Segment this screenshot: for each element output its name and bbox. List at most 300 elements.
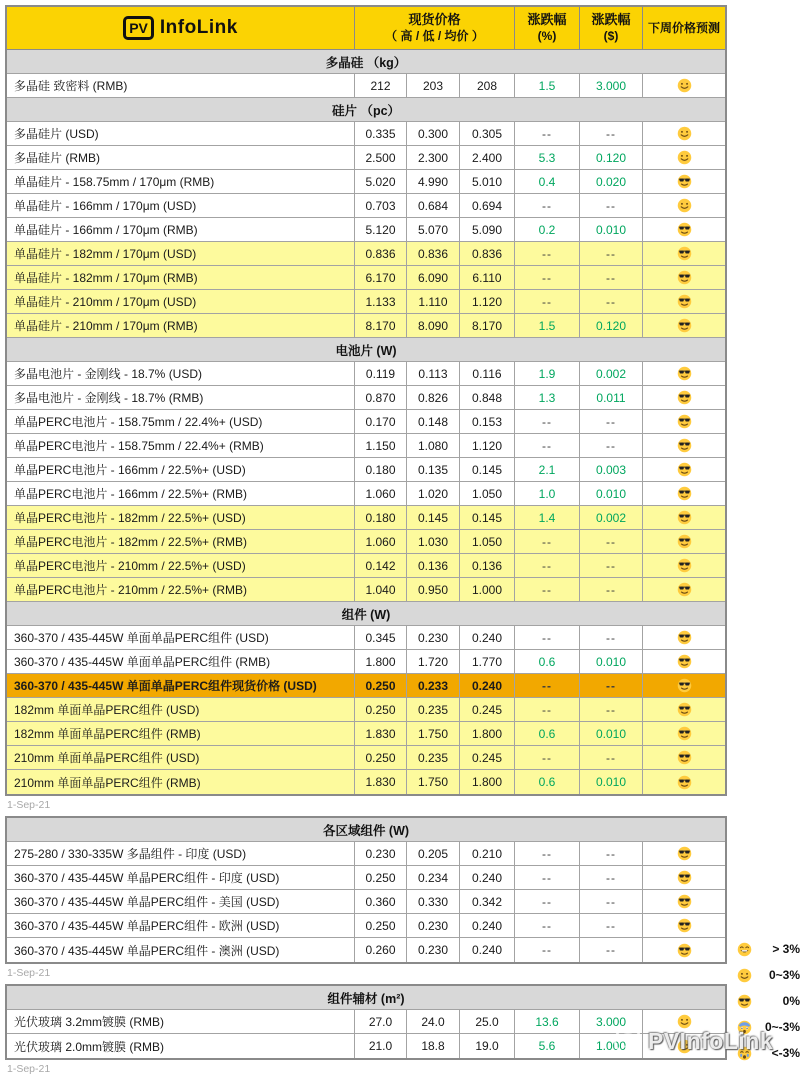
table-row xyxy=(7,386,725,410)
price-high-cell: 0.260 xyxy=(355,938,407,962)
table-row xyxy=(7,362,725,386)
cool-emoji-icon xyxy=(677,246,692,261)
cool-emoji-icon xyxy=(677,222,692,237)
price-avg-cell: 0.848 xyxy=(460,386,515,409)
cool-emoji-icon xyxy=(677,943,692,958)
change-abs-cell: -- xyxy=(580,266,643,289)
price-avg-cell: 2.400 xyxy=(460,146,515,169)
table-row xyxy=(7,410,725,434)
legend-label: <-3% xyxy=(771,1046,800,1060)
forecast-cell xyxy=(643,242,725,265)
table-row xyxy=(7,458,725,482)
smile-emoji-icon xyxy=(677,150,692,165)
product-label: 单晶PERC电池片 - 182mm / 22.5%+ (RMB) xyxy=(7,530,355,553)
price-avg-cell: 25.0 xyxy=(460,1010,515,1033)
price-low-cell: 0.300 xyxy=(407,122,460,145)
price-high-cell: 1.830 xyxy=(355,722,407,745)
table-row xyxy=(7,722,725,746)
smile-emoji-icon xyxy=(677,1039,692,1054)
product-label: 单晶硅片 - 182mm / 170μm (USD) xyxy=(7,242,355,265)
change-pct-cell: 2.1 xyxy=(515,458,580,481)
product-label: 单晶PERC电池片 - 166mm / 22.5%+ (RMB) xyxy=(7,482,355,505)
forecast-cell xyxy=(643,914,725,937)
price-avg-cell: 1.120 xyxy=(460,434,515,457)
price-high-cell: 0.142 xyxy=(355,554,407,577)
price-low-cell: 1.110 xyxy=(407,290,460,313)
cool-emoji-icon xyxy=(677,750,692,765)
forecast-cell xyxy=(643,194,725,217)
cool-emoji-icon xyxy=(677,678,692,693)
price-avg-cell: 208 xyxy=(460,74,515,97)
legend-label: 0~-3% xyxy=(764,1020,800,1034)
section-header xyxy=(7,602,725,626)
cool-emoji-icon xyxy=(677,510,692,525)
product-label: 360-370 / 435-445W 单晶PERC组件 - 澳洲 (USD) xyxy=(7,938,355,962)
price-avg-cell: 1.770 xyxy=(460,650,515,673)
smile-emoji-icon xyxy=(677,198,692,213)
table-row xyxy=(7,746,725,770)
forecast-cell xyxy=(643,674,725,697)
table-row xyxy=(7,290,725,314)
price-avg-cell: 0.245 xyxy=(460,746,515,769)
product-label: 360-370 / 435-445W 单晶PERC组件 - 欧洲 (USD) xyxy=(7,914,355,937)
change-pct-cell: -- xyxy=(515,194,580,217)
change-abs-cell: -- xyxy=(580,194,643,217)
change-abs-cell: -- xyxy=(580,890,643,913)
price-low-cell: 1.080 xyxy=(407,434,460,457)
cool-emoji-icon xyxy=(677,846,692,861)
table-row xyxy=(7,74,725,98)
price-avg-cell: 0.836 xyxy=(460,242,515,265)
change-pct-cell: -- xyxy=(515,434,580,457)
product-label: 210mm 单面单晶PERC组件 (USD) xyxy=(7,746,355,769)
fear-emoji-icon xyxy=(737,1020,752,1035)
price-high-cell: 1.150 xyxy=(355,434,407,457)
price-high-cell: 0.836 xyxy=(355,242,407,265)
price-high-cell: 0.180 xyxy=(355,458,407,481)
change-abs-cell: 0.002 xyxy=(580,362,643,385)
product-label: 单晶PERC电池片 - 210mm / 22.5%+ (RMB) xyxy=(7,578,355,601)
change-abs-cell: -- xyxy=(580,530,643,553)
price-high-cell: 0.345 xyxy=(355,626,407,649)
change-pct-cell: -- xyxy=(515,914,580,937)
price-high-cell: 0.250 xyxy=(355,866,407,889)
forecast-cell xyxy=(643,554,725,577)
smile-emoji-icon xyxy=(737,968,752,983)
change-abs-title: 涨跌幅 xyxy=(591,12,631,28)
change-pct-cell: -- xyxy=(515,122,580,145)
change-pct-cell: 1.0 xyxy=(515,482,580,505)
price-avg-cell: 1.050 xyxy=(460,482,515,505)
price-avg-cell: 1.000 xyxy=(460,578,515,601)
product-label: 多晶硅片 (RMB) xyxy=(7,146,355,169)
price-high-cell: 0.250 xyxy=(355,914,407,937)
cool-emoji-icon xyxy=(677,775,692,790)
price-avg-cell: 0.153 xyxy=(460,410,515,433)
price-high-cell: 27.0 xyxy=(355,1010,407,1033)
change-pct-cell: -- xyxy=(515,746,580,769)
price-avg-cell: 0.342 xyxy=(460,890,515,913)
change-pct-cell: -- xyxy=(515,866,580,889)
price-high-cell: 1.133 xyxy=(355,290,407,313)
product-label: 单晶PERC电池片 - 210mm / 22.5%+ (USD) xyxy=(7,554,355,577)
forecast-cell xyxy=(643,650,725,673)
price-tables-column xyxy=(5,5,731,1080)
date-label-3: 1-Sep-21 xyxy=(7,1063,51,1075)
change-abs-cell: -- xyxy=(580,122,643,145)
price-low-cell: 0.235 xyxy=(407,698,460,721)
cool-emoji-icon xyxy=(677,318,692,333)
section-title: 电池片 (W) xyxy=(335,343,397,358)
change-abs-cell: 0.010 xyxy=(580,482,643,505)
table-row xyxy=(7,194,725,218)
forecast-cell xyxy=(643,842,725,865)
cool-emoji-icon xyxy=(677,654,692,669)
table-row xyxy=(7,434,725,458)
cool-emoji-icon xyxy=(677,270,692,285)
table-row xyxy=(7,122,725,146)
product-label: 360-370 / 435-445W 单面单晶PERC组件 (USD) xyxy=(7,626,355,649)
change-pct-cell: -- xyxy=(515,626,580,649)
change-pct-cell: 0.6 xyxy=(515,650,580,673)
cool-emoji-icon xyxy=(677,462,692,477)
change-pct-cell: 5.3 xyxy=(515,146,580,169)
price-avg-cell: 0.305 xyxy=(460,122,515,145)
change-pct-cell: -- xyxy=(515,890,580,913)
price-high-cell: 1.060 xyxy=(355,530,407,553)
forecast-cell xyxy=(643,314,725,337)
change-abs-cell: 0.020 xyxy=(580,170,643,193)
cool-emoji-icon xyxy=(677,894,692,909)
table-row xyxy=(7,482,725,506)
forecast-cell xyxy=(643,866,725,889)
price-low-cell: 6.090 xyxy=(407,266,460,289)
change-pct-cell: 1.9 xyxy=(515,362,580,385)
change-abs-cell: -- xyxy=(580,434,643,457)
change-pct-cell: -- xyxy=(515,266,580,289)
cool-emoji-icon xyxy=(677,366,692,381)
cool-emoji-icon xyxy=(677,702,692,717)
change-abs-cell: -- xyxy=(580,410,643,433)
sob-emoji-icon xyxy=(737,1046,752,1061)
forecast-cell xyxy=(643,722,725,745)
spot-price-title: 现货价格 xyxy=(408,12,461,28)
change-abs-cell: 0.011 xyxy=(580,386,643,409)
price-avg-cell: 0.240 xyxy=(460,914,515,937)
change-abs-cell: -- xyxy=(580,746,643,769)
forecast-cell xyxy=(643,410,725,433)
price-high-cell: 0.250 xyxy=(355,698,407,721)
price-high-cell: 0.180 xyxy=(355,506,407,529)
change-abs-cell: -- xyxy=(580,698,643,721)
price-avg-cell: 0.145 xyxy=(460,458,515,481)
change-abs-header xyxy=(580,7,643,49)
section-header xyxy=(7,50,725,74)
table-row xyxy=(7,530,725,554)
price-low-cell: 1.750 xyxy=(407,770,460,794)
change-abs-cell: -- xyxy=(580,842,643,865)
product-label: 360-370 / 435-445W 单晶PERC组件 - 美国 (USD) xyxy=(7,890,355,913)
materials-table-body xyxy=(7,986,725,1058)
legend-label: 0% xyxy=(782,994,800,1008)
cool-emoji-icon xyxy=(677,630,692,645)
spot-price-subtitle: （ 高 / 低 / 均价 ） xyxy=(385,28,484,43)
product-label: 单晶硅片 - 210mm / 170μm (USD) xyxy=(7,290,355,313)
table-row xyxy=(7,170,725,194)
change-pct-cell: 1.5 xyxy=(515,74,580,97)
section-title: 组件 (W) xyxy=(341,607,391,622)
cool-emoji-icon xyxy=(677,558,692,573)
price-low-cell: 0.836 xyxy=(407,242,460,265)
price-avg-cell: 0.240 xyxy=(460,866,515,889)
change-abs-cell: -- xyxy=(580,554,643,577)
spot-price-header xyxy=(355,7,515,49)
cool-emoji-icon xyxy=(677,438,692,453)
price-low-cell: 4.990 xyxy=(407,170,460,193)
date-label-1: 1-Sep-21 xyxy=(7,799,51,811)
product-label: 单晶PERC电池片 - 182mm / 22.5%+ (USD) xyxy=(7,506,355,529)
change-abs-cell: 0.002 xyxy=(580,506,643,529)
change-pct-cell: -- xyxy=(515,242,580,265)
section-header xyxy=(7,818,725,842)
main-table-body xyxy=(7,50,725,794)
change-abs-cell: 0.003 xyxy=(580,458,643,481)
price-high-cell: 0.230 xyxy=(355,842,407,865)
smile-emoji-icon xyxy=(677,1014,692,1029)
cool-emoji-icon xyxy=(677,870,692,885)
price-high-cell: 21.0 xyxy=(355,1034,407,1058)
table-row xyxy=(7,890,725,914)
forecast-cell xyxy=(643,938,725,962)
change-pct-cell: 0.2 xyxy=(515,218,580,241)
price-avg-cell: 1.050 xyxy=(460,530,515,553)
price-low-cell: 1.020 xyxy=(407,482,460,505)
module-materials-table xyxy=(5,984,727,1060)
smile-emoji-icon xyxy=(677,126,692,141)
product-label: 单晶硅片 - 182mm / 170μm (RMB) xyxy=(7,266,355,289)
change-abs-cell: 0.010 xyxy=(580,218,643,241)
product-label: 多晶硅片 (USD) xyxy=(7,122,355,145)
price-low-cell: 0.148 xyxy=(407,410,460,433)
change-abs-cell: 3.000 xyxy=(580,1010,643,1033)
legend-item xyxy=(731,1014,802,1040)
product-label: 多晶电池片 - 金刚线 - 18.7% (USD) xyxy=(7,362,355,385)
cool-emoji-icon xyxy=(737,994,752,1009)
forecast-cell xyxy=(643,290,725,313)
forecast-cell xyxy=(643,218,725,241)
forecast-cell xyxy=(643,434,725,457)
change-pct-cell: -- xyxy=(515,290,580,313)
table-row xyxy=(7,242,725,266)
change-pct-cell: -- xyxy=(515,674,580,697)
cool-emoji-icon xyxy=(677,390,692,405)
change-pct-unit: (%) xyxy=(537,28,557,43)
price-high-cell: 1.040 xyxy=(355,578,407,601)
price-low-cell: 18.8 xyxy=(407,1034,460,1058)
section-title: 多晶硅 （kg） xyxy=(325,55,407,70)
price-high-cell: 0.170 xyxy=(355,410,407,433)
product-label: 多晶电池片 - 金刚线 - 18.7% (RMB) xyxy=(7,386,355,409)
product-label: 单晶硅片 - 210mm / 170μm (RMB) xyxy=(7,314,355,337)
change-pct-cell: -- xyxy=(515,578,580,601)
table-row xyxy=(7,314,725,338)
table-row xyxy=(7,674,725,698)
pv-logo-icon: PV xyxy=(123,16,154,40)
price-avg-cell: 0.240 xyxy=(460,626,515,649)
price-high-cell: 2.500 xyxy=(355,146,407,169)
change-pct-cell: 1.5 xyxy=(515,314,580,337)
price-high-cell: 0.360 xyxy=(355,890,407,913)
cool-emoji-icon xyxy=(677,294,692,309)
legend-item xyxy=(731,1040,802,1066)
product-label: 单晶PERC电池片 - 158.75mm / 22.4%+ (USD) xyxy=(7,410,355,433)
price-avg-cell: 5.090 xyxy=(460,218,515,241)
product-label: 单晶PERC电池片 - 158.75mm / 22.4%+ (RMB) xyxy=(7,434,355,457)
table-row xyxy=(7,506,725,530)
price-low-cell: 5.070 xyxy=(407,218,460,241)
price-avg-cell: 1.800 xyxy=(460,722,515,745)
forecast-header xyxy=(643,7,725,49)
price-avg-cell: 0.136 xyxy=(460,554,515,577)
product-label: 单晶PERC电池片 - 166mm / 22.5%+ (USD) xyxy=(7,458,355,481)
regional-table-body xyxy=(7,818,725,962)
table-row xyxy=(7,1034,725,1058)
change-pct-cell: 1.3 xyxy=(515,386,580,409)
forecast-legend xyxy=(731,936,802,1066)
table-row xyxy=(7,626,725,650)
forecast-cell xyxy=(643,698,725,721)
section-title: 硅片 （pc） xyxy=(331,103,401,118)
product-label: 多晶硅 致密料 (RMB) xyxy=(7,74,355,97)
legend-item xyxy=(731,988,802,1014)
forecast-cell xyxy=(643,362,725,385)
price-low-cell: 0.145 xyxy=(407,506,460,529)
change-abs-cell: 0.120 xyxy=(580,146,643,169)
price-low-cell: 1.750 xyxy=(407,722,460,745)
cool-emoji-icon xyxy=(677,726,692,741)
price-low-cell: 0.684 xyxy=(407,194,460,217)
change-pct-cell: -- xyxy=(515,842,580,865)
table-row xyxy=(7,650,725,674)
section-title: 组件辅材 (m²) xyxy=(327,991,405,1006)
change-pct-cell: 0.4 xyxy=(515,170,580,193)
price-high-cell: 8.170 xyxy=(355,314,407,337)
product-label: 360-370 / 435-445W 单面单晶PERC组件现货价格 (USD) xyxy=(7,674,355,697)
section-header xyxy=(7,986,725,1010)
price-low-cell: 24.0 xyxy=(407,1010,460,1033)
price-avg-cell: 1.800 xyxy=(460,770,515,794)
price-avg-cell: 0.145 xyxy=(460,506,515,529)
change-pct-cell: 0.6 xyxy=(515,770,580,794)
cool-emoji-icon xyxy=(677,174,692,189)
change-pct-header xyxy=(515,7,580,49)
product-label: 360-370 / 435-445W 单晶PERC组件 - 印度 (USD) xyxy=(7,866,355,889)
watermark-text: PVInfoLink xyxy=(648,1027,774,1054)
change-pct-cell: -- xyxy=(515,410,580,433)
forecast-title: 下周价格预测 xyxy=(647,20,720,35)
product-label: 光伏玻璃 3.2mm镀膜 (RMB) xyxy=(7,1010,355,1033)
date-label-2: 1-Sep-21 xyxy=(7,967,51,979)
cool-emoji-icon xyxy=(677,414,692,429)
change-abs-cell: 0.010 xyxy=(580,650,643,673)
price-high-cell: 0.703 xyxy=(355,194,407,217)
change-pct-cell: 5.6 xyxy=(515,1034,580,1058)
change-pct-title: 涨跌幅 xyxy=(527,12,567,28)
forecast-cell xyxy=(643,386,725,409)
product-label: 210mm 单面单晶PERC组件 (RMB) xyxy=(7,770,355,794)
cool-emoji-icon xyxy=(677,582,692,597)
price-low-cell: 0.135 xyxy=(407,458,460,481)
table-row xyxy=(7,554,725,578)
smile-emoji-icon xyxy=(677,78,692,93)
table-row xyxy=(7,938,725,962)
regional-modules-table xyxy=(5,816,727,964)
forecast-cell xyxy=(643,626,725,649)
price-low-cell: 0.330 xyxy=(407,890,460,913)
cool-emoji-icon xyxy=(677,918,692,933)
forecast-cell xyxy=(643,506,725,529)
forecast-cell xyxy=(643,458,725,481)
change-abs-cell: 1.000 xyxy=(580,1034,643,1058)
change-abs-cell: 0.010 xyxy=(580,770,643,794)
legend-item xyxy=(731,962,802,988)
forecast-cell xyxy=(643,770,725,794)
change-abs-cell: -- xyxy=(580,290,643,313)
grin-emoji-icon xyxy=(737,942,752,957)
price-low-cell: 0.233 xyxy=(407,674,460,697)
price-high-cell: 0.335 xyxy=(355,122,407,145)
price-low-cell: 2.300 xyxy=(407,146,460,169)
price-high-cell: 1.800 xyxy=(355,650,407,673)
forecast-cell xyxy=(643,482,725,505)
logo-cell xyxy=(7,7,355,49)
price-low-cell: 0.230 xyxy=(407,938,460,962)
change-pct-cell: 1.4 xyxy=(515,506,580,529)
change-pct-cell: -- xyxy=(515,530,580,553)
price-avg-cell: 0.240 xyxy=(460,938,515,962)
price-avg-cell: 19.0 xyxy=(460,1034,515,1058)
product-label: 182mm 单面单晶PERC组件 (USD) xyxy=(7,698,355,721)
price-low-cell: 1.720 xyxy=(407,650,460,673)
forecast-cell xyxy=(643,266,725,289)
price-high-cell: 0.250 xyxy=(355,746,407,769)
table-row xyxy=(7,866,725,890)
price-avg-cell: 0.210 xyxy=(460,842,515,865)
table-row xyxy=(7,770,725,794)
forecast-cell xyxy=(643,746,725,769)
cool-emoji-icon xyxy=(677,486,692,501)
table-row xyxy=(7,578,725,602)
change-abs-cell: -- xyxy=(580,938,643,962)
product-label: 光伏玻璃 2.0mm镀膜 (RMB) xyxy=(7,1034,355,1058)
change-abs-cell: -- xyxy=(580,626,643,649)
product-label: 275-280 / 330-335W 多晶组件 - 印度 (USD) xyxy=(7,842,355,865)
price-avg-cell: 0.116 xyxy=(460,362,515,385)
price-high-cell: 0.119 xyxy=(355,362,407,385)
change-abs-cell: 0.010 xyxy=(580,722,643,745)
table-row xyxy=(7,218,725,242)
price-low-cell: 0.113 xyxy=(407,362,460,385)
change-pct-cell: 13.6 xyxy=(515,1010,580,1033)
logo-brand-name: InfoLink xyxy=(159,17,238,39)
price-low-cell: 0.234 xyxy=(407,866,460,889)
change-abs-cell: -- xyxy=(580,674,643,697)
price-high-cell: 0.870 xyxy=(355,386,407,409)
change-abs-cell: -- xyxy=(580,866,643,889)
table-row xyxy=(7,914,725,938)
forecast-cell xyxy=(643,74,725,97)
change-pct-cell: -- xyxy=(515,554,580,577)
